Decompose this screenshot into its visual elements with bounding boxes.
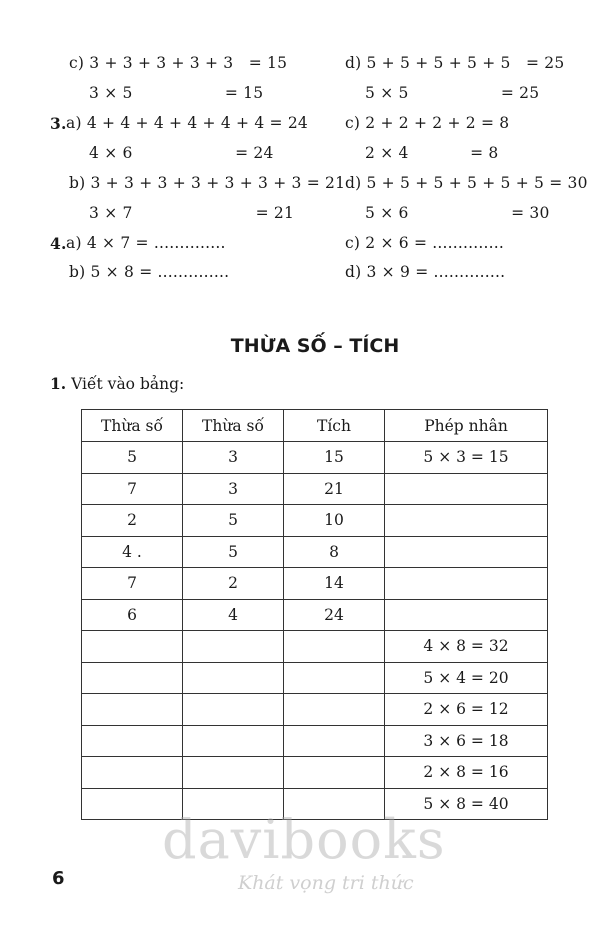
- cell-factor-2: 4: [183, 599, 284, 631]
- cell-factor-1: 5: [82, 442, 183, 474]
- cell-multiplication: 5 × 3 = 15: [385, 442, 548, 474]
- cell-product: 24: [284, 599, 385, 631]
- ex3-a-sum: a) 4 + 4 + 4 + 4 + 4 + 4 = 24: [66, 114, 308, 132]
- exercise-4-number: 4.: [50, 234, 67, 253]
- header-product: Tích: [284, 410, 385, 442]
- ex3-d-sum: d) 5 + 5 + 5 + 5 + 5 + 5 = 30: [345, 174, 588, 192]
- cell-factor-1: [82, 662, 183, 694]
- table-row: [82, 473, 548, 505]
- ex4-b: b) 5 × 8 = ..............: [69, 263, 230, 281]
- cell-factor-2: [183, 631, 284, 663]
- ex3-a-product: 4 × 6 = 24: [89, 144, 274, 162]
- table-row: [82, 725, 548, 757]
- ex4-c: c) 2 × 6 = ..............: [345, 234, 505, 252]
- ex-c-sum: c) 3 + 3 + 3 + 3 + 3 = 15: [69, 54, 288, 72]
- cell-product: [284, 757, 385, 789]
- cell-product: [284, 631, 385, 663]
- ex-d-product: 5 × 5 = 25: [365, 84, 540, 102]
- cell-product: [284, 694, 385, 726]
- cell-product: [284, 725, 385, 757]
- cell-product: 14: [284, 568, 385, 600]
- cell-factor-2: [183, 757, 284, 789]
- table-row: [82, 536, 548, 568]
- cell-factor-2: 5: [183, 505, 284, 537]
- cell-factor-1: 6: [82, 599, 183, 631]
- cell-multiplication: 4 × 8 = 32: [385, 631, 548, 663]
- cell-multiplication: [385, 536, 548, 568]
- ex4-d: d) 3 × 9 = ..............: [345, 263, 506, 281]
- table-row: [82, 568, 548, 600]
- table-row: [82, 442, 548, 474]
- cell-factor-2: [183, 662, 284, 694]
- cell-factor-1: 4 .: [82, 536, 183, 568]
- cell-product: [284, 662, 385, 694]
- cell-multiplication: 2 × 8 = 16: [385, 757, 548, 789]
- section-title: THỪA SỐ – TÍCH: [230, 335, 400, 357]
- page-number: 6: [52, 868, 65, 889]
- task-1-number: 1.: [50, 374, 67, 393]
- ex-d-sum: d) 5 + 5 + 5 + 5 + 5 = 25: [345, 54, 565, 72]
- cell-factor-1: 7: [82, 568, 183, 600]
- cell-factor-1: 2: [82, 505, 183, 537]
- cell-product: 15: [284, 442, 385, 474]
- cell-factor-2: 5: [183, 536, 284, 568]
- table-row: [82, 757, 548, 789]
- cell-product: 21: [284, 473, 385, 505]
- cell-factor-2: [183, 694, 284, 726]
- cell-multiplication: [385, 568, 548, 600]
- cell-factor-2: 3: [183, 442, 284, 474]
- cell-factor-2: 3: [183, 473, 284, 505]
- cell-multiplication: [385, 505, 548, 537]
- table-header-row: [82, 410, 548, 442]
- table-row: [82, 631, 548, 663]
- cell-factor-1: [82, 631, 183, 663]
- watermark-slogan: Khát vọng tri thức: [238, 872, 414, 894]
- cell-multiplication: [385, 473, 548, 505]
- table-row: [82, 694, 548, 726]
- factor-product-table: [81, 409, 548, 820]
- cell-factor-1: [82, 694, 183, 726]
- cell-multiplication: 5 × 4 = 20: [385, 662, 548, 694]
- cell-product: 8: [284, 536, 385, 568]
- cell-factor-1: [82, 757, 183, 789]
- table-row: [82, 505, 548, 537]
- cell-multiplication: 2 × 6 = 12: [385, 694, 548, 726]
- watermark-brand: davibooks: [162, 808, 446, 871]
- exercise-3-number: 3.: [50, 114, 67, 133]
- table-row: [82, 599, 548, 631]
- cell-factor-2: [183, 725, 284, 757]
- ex3-c-sum: c) 2 + 2 + 2 + 2 = 8: [345, 114, 510, 132]
- ex4-a: a) 4 × 7 = ..............: [66, 234, 226, 252]
- ex3-d-product: 5 × 6 = 30: [365, 204, 550, 222]
- cell-multiplication: 5 × 8 = 40: [385, 788, 548, 820]
- cell-product: 10: [284, 505, 385, 537]
- cell-multiplication: 3 × 6 = 18: [385, 725, 548, 757]
- cell-factor-1: [82, 725, 183, 757]
- ex3-b-sum: b) 3 + 3 + 3 + 3 + 3 + 3 + 3 = 21: [69, 174, 346, 192]
- cell-factor-2: 2: [183, 568, 284, 600]
- cell-multiplication: [385, 599, 548, 631]
- table-row: [82, 662, 548, 694]
- table-body: [82, 442, 548, 820]
- header-factor-2: Thừa số: [183, 410, 284, 442]
- ex-c-product: 3 × 5 = 15: [89, 84, 264, 102]
- header-multiplication: Phép nhân: [385, 410, 548, 442]
- ex3-c-product: 2 × 4 = 8: [365, 144, 499, 162]
- ex3-b-product: 3 × 7 = 21: [89, 204, 295, 222]
- task-1-text: Viết vào bảng:: [66, 375, 185, 393]
- header-factor-1: Thừa số: [82, 410, 183, 442]
- task-1: [50, 374, 184, 393]
- cell-factor-1: 7: [82, 473, 183, 505]
